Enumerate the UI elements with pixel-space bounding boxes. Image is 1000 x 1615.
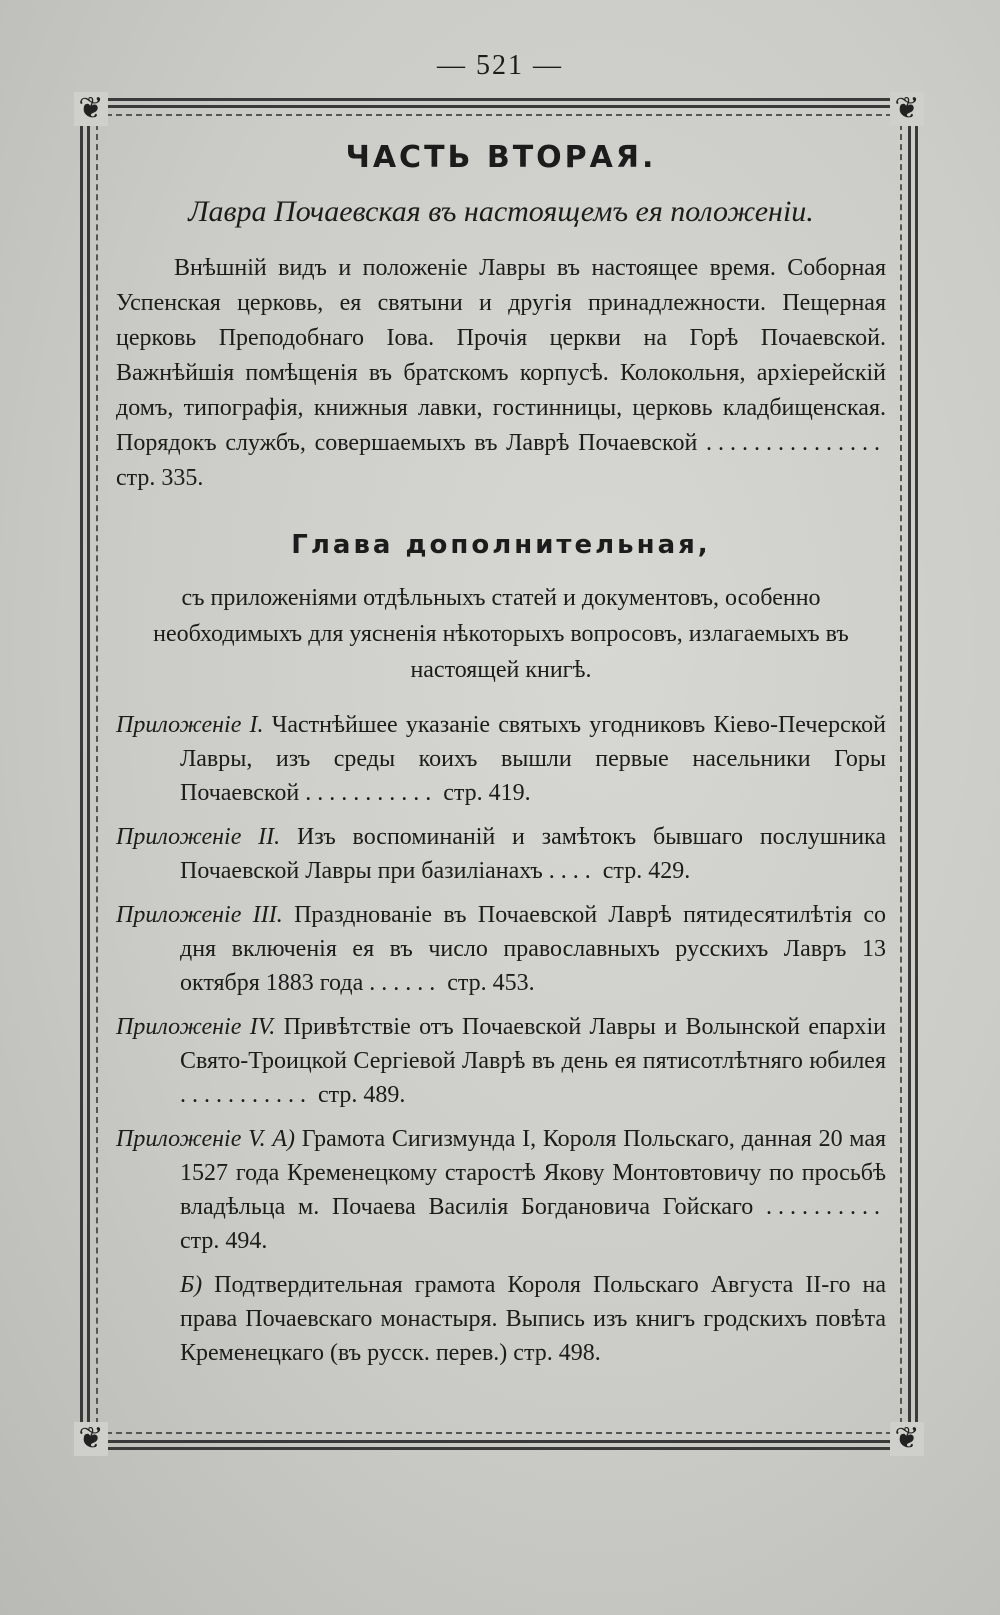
appendix-entry <box>116 898 886 1000</box>
leader-dots: .......... <box>766 1194 887 1220</box>
page-reference: стр. 494. <box>180 1228 268 1254</box>
leader-dots: ........... <box>180 1082 312 1108</box>
corner-ornament-icon: ❦ <box>74 92 108 126</box>
page-number: — 521 — <box>437 50 563 81</box>
part-subtitle: Лавра Почаевская въ настоящемъ ея положеніи. <box>188 195 814 228</box>
appendix-text: Подтвердительная грамота Короля Польскаго Августа II-го на права Почаевскаго монастыря. Выпись изъ книгъ гродскихъ повѣта Кременецкаго (въ русск. перев.) <box>180 1272 887 1366</box>
chapter-title: Глава дополнительная, <box>291 530 711 560</box>
leader-dots: ............... <box>706 430 887 456</box>
part-summary-text: Внѣшній видъ и положеніе Лавры въ настоящее время. Соборная Успенская церковь, ея святыни и другія принадлежности. Пещерная церковь Преподобнаго Іова. Прочія церкви на Горѣ Почаевской. Важнѣйшія помѣщенія въ братскомъ корпусѣ. Колокольня, архіерейскій домъ, типографія, книжныя лавки, гостинницы, церковь кладбищенская. Порядокъ службъ, совершаемыхъ въ Лаврѣ Почаевской <box>116 255 886 456</box>
page-content <box>116 140 886 1380</box>
appendix-text: Грамота Сигизмунда I, Короля Польскаго, данная 20 мая 1527 года Кременецкому старостѣ Якову Монтовтовичу по просьбѣ владѣльца м. Почаева Василія Богдановича Гойскаго <box>180 1126 887 1220</box>
page-reference: стр. 429. <box>602 858 691 884</box>
leader-dots: ...... <box>369 970 442 996</box>
appendix-label: Приложеніе II. <box>116 824 281 850</box>
appendix-text: Празднованіе въ Почаевской Лаврѣ пятидесятилѣтія со дня включенія ея въ число православныхъ русскихъ Лавръ 13 октября 1883 года <box>180 902 886 996</box>
appendix-text: Привѣтствіе отъ Почаевской Лавры и Волынской епархіи Свято-Троицкой Сергіевой Лаврѣ въ день ея пятисотлѣтняго юбилея <box>180 1014 887 1074</box>
appendix-entry <box>116 820 886 888</box>
appendix-label: Приложеніе V. А) <box>116 1126 296 1152</box>
page-reference: стр. 335. <box>116 465 204 491</box>
appendix-text: Изъ воспоминаній и замѣтокъ бывшаго послушника Почаевской Лавры при базиліанахъ <box>180 824 887 884</box>
appendix-entry <box>116 1122 886 1258</box>
appendix-entry <box>116 1010 886 1112</box>
corner-ornament-icon: ❦ <box>74 1422 108 1456</box>
appendix-label: Приложеніе III. <box>116 902 283 928</box>
part-title: ЧАСТЬ ВТОРАЯ. <box>345 140 657 175</box>
page-reference: стр. 498. <box>513 1340 601 1366</box>
leader-dots: ........... <box>305 780 438 806</box>
page-reference: стр. 419. <box>443 780 531 806</box>
corner-ornament-icon: ❦ <box>890 92 924 126</box>
chapter-subtitle: съ приложеніями отдѣльныхъ статей и документовъ, особенно необходимыхъ для уясненія нѣкоторыхъ вопросовъ, излагаемыхъ въ настоящей книгѣ. <box>153 585 849 683</box>
page-reference: стр. 489. <box>318 1082 406 1108</box>
page-reference: стр. 453. <box>447 970 535 996</box>
part-summary <box>116 251 886 496</box>
appendix-label: Приложеніе IV. <box>116 1014 276 1040</box>
leader-dots: .... <box>548 858 597 884</box>
appendix-text: Частнѣйшее указаніе святыхъ угодниковъ Кіево-Печерской Лавры, изъ среды коихъ вышли первые насельники Горы Почаевской <box>180 712 887 806</box>
appendix-label: Приложеніе I. <box>116 712 264 738</box>
appendix-label: Б) <box>180 1272 203 1298</box>
appendix-entry <box>116 708 886 810</box>
appendix-entry-sub <box>116 1268 886 1370</box>
corner-ornament-icon: ❦ <box>890 1422 924 1456</box>
